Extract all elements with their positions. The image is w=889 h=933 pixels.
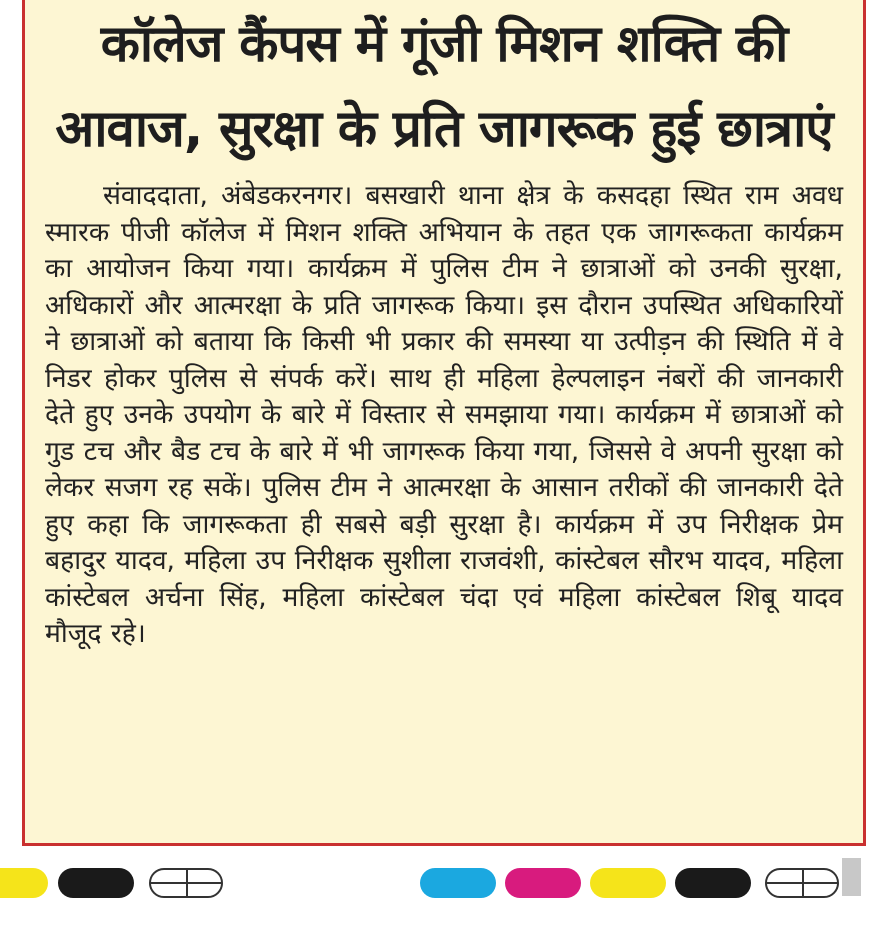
article-body: संवाददाता, अंबेडकरनगर। बसखारी थाना क्षेत्र के कसदहा स्थित राम अवध स्मारक पीजी कॉलेज में मिशन शक्ति अभियान के तहत एक जागरूकता कार्यक्रम का आयोजन किया गया। कार्यक्रम में पुलिस टीम ने छात्राओं को उनकी सुरक्षा, अधिकारों और आत्मरक्षा के प्रति जागरूक किया। इस दौरान उपस्थित अधिकारियों ने छात्राओं को बताया कि किसी भी प्रकार की समस्या या उत्पीड़न की स्थिति में वे निडर होकर पुलिस से संपर्क करें। साथ ही महिला हेल्पलाइन नंबरों की जानकारी देते हुए उनके उपयोग के बारे में विस्तार से समझाया गया। कार्यक्रम में छात्राओं को गुड टच और बैड टच के बारे में भी जागरूक किया गया, जिससे वे अपनी सुरक्षा को लेकर सजग रह सकें। पुलिस टीम ने आत्मरक्षा के आसान तरीकों की जानकारी देते हुए कहा कि जागरूकता ही सबसे बड़ी सुरक्षा है। कार्यक्रम में उप निरीक्षक प्रेम बहादुर यादव, महिला उप निरीक्षक सुशीला राजवंशी, कांस्टेबल सौरभ यादव, महिला कांस्टेबल अर्चना सिंह, महिला कांस्टेबल चंदा एवं महिला कांस्टेबल शिबू यादव मौजूद रहे। xyxy=(45,180,843,649)
black-registration-dot xyxy=(58,868,134,898)
gray-color-patch xyxy=(842,858,861,896)
print-registration-marks xyxy=(0,862,889,906)
magenta-registration-dot xyxy=(505,868,581,898)
crosshair-registration-mark xyxy=(149,868,223,898)
cyan-registration-dot xyxy=(420,868,496,898)
news-article-clipping xyxy=(22,0,866,846)
article-headline: कॉलेज कैंपस में गूंजी मिशन शक्ति की आवाज, सुरक्षा के प्रति जागरूक हुई छात्राएं xyxy=(55,15,833,159)
yellow-registration-dot xyxy=(0,868,48,898)
crosshair-registration-mark xyxy=(765,868,839,898)
black-registration-dot xyxy=(675,868,751,898)
yellow-registration-dot xyxy=(590,868,666,898)
